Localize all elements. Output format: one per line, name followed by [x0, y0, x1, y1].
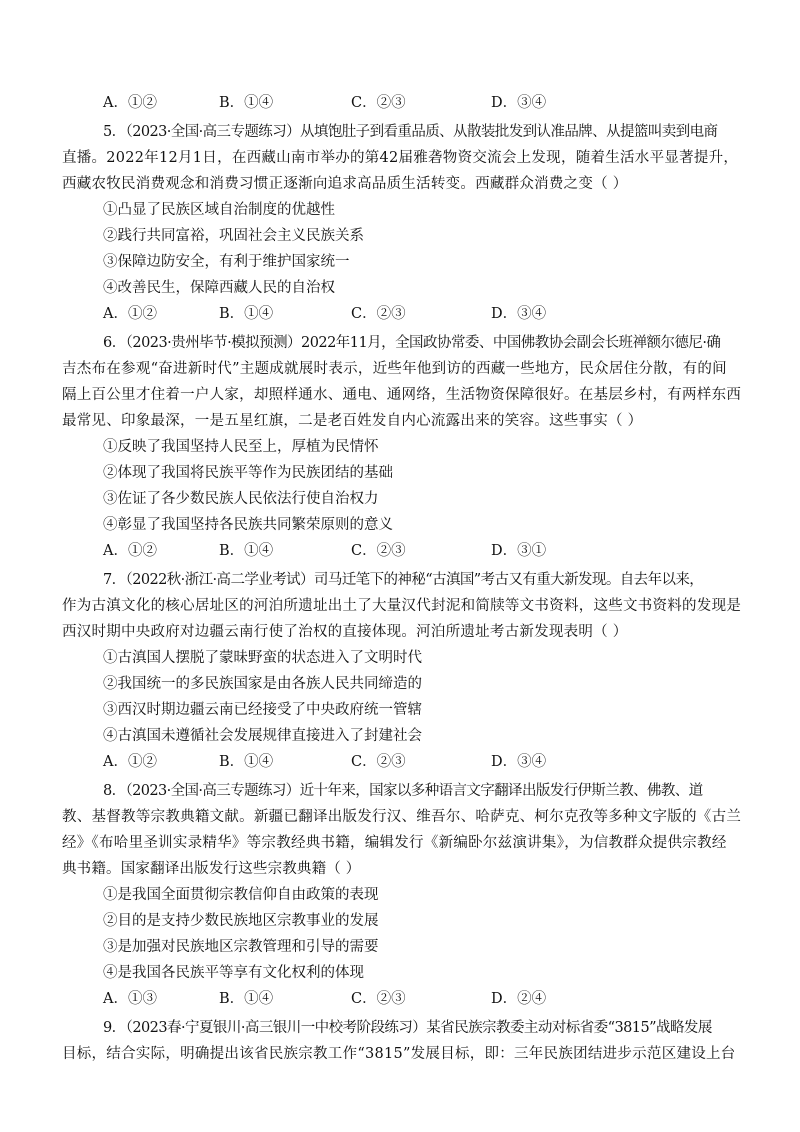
option-a[interactable]: A．①②	[103, 95, 157, 111]
option-a[interactable]: A．①③	[103, 991, 157, 1007]
statement-item: ②践行共同富裕，巩固社会主义民族关系	[103, 228, 364, 244]
question-stem-line: 8．（2023·全国·高三专题练习）近十年来，国家以多种语言文字翻译出版发行伊斯兰教、佛教、道	[103, 783, 703, 799]
option-c[interactable]: C．②③	[351, 95, 406, 111]
option-c[interactable]: C．②③	[351, 543, 406, 559]
question-stem-line: 5．（2023·全国·高三专题练习）从填饱肚子到看重品质、从散装批发到认准品牌、从提篮叫卖到电商	[103, 124, 718, 140]
question-stem-line: 直播。2022年12月1日，在西藏山南市举办的第42届雅砻物资交流会上发现，随着生活水平显著提升，	[62, 150, 739, 166]
option-d[interactable]: D．③④	[491, 306, 547, 322]
question-stem-line: 典书籍。国家翻译出版发行这些宗教典籍（ ）	[62, 861, 361, 877]
option-a[interactable]: A．①②	[103, 306, 157, 322]
statement-item: ①是我国全面贯彻宗教信仰自由政策的表现	[103, 887, 379, 903]
statement-item: ②我国统一的多民族国家是由各族人民共同缔造的	[103, 676, 422, 692]
question-stem-line: 9．（2023春·宁夏银川·高三银川一中校考阶段练习）某省民族宗教委主动对标省委“3815”战略发展	[103, 1020, 712, 1036]
option-b[interactable]: B．①④	[219, 991, 274, 1007]
option-d[interactable]: D．③④	[491, 95, 547, 111]
question-stem-line: 隔上百公里才住着一户人家，却照样通水、通电、通网络，生活物资保障很好。在基层乡村，有两样东西	[62, 387, 742, 403]
question-stem-line: 作为古滇文化的核心居址区的河泊所遗址出土了大量汉代封泥和简牍等文书资料，这些文书资料的发现是	[62, 598, 742, 614]
question-stem-line: 7．（2022秋·浙江·高二学业考试）司马迁笔下的神秘“古滇国”考古又有重大新发现。自去年以来，	[103, 572, 704, 588]
question-stem-line: 经》《布哈里圣训实录精华》等宗教经典书籍，编辑发行《新编卧尔兹演讲集》，为信教群众提供宗教经	[62, 835, 727, 851]
option-d[interactable]: D．③①	[491, 543, 547, 559]
statement-item: ②目的是支持少数民族地区宗教事业的发展	[103, 913, 379, 929]
question-stem-line: 西汉时期中央政府对边疆云南行使了治权的直接体现。河泊所遗址考古新发现表明（ ）	[62, 624, 628, 640]
statement-item: ③是加强对民族地区宗教管理和引导的需要	[103, 939, 379, 955]
statement-item: ①反映了我国坚持人民至上，厚植为民情怀	[103, 439, 379, 455]
option-b[interactable]: B．①④	[219, 306, 274, 322]
option-a[interactable]: A．①②	[103, 754, 157, 770]
question-stem-line: 西藏农牧民消费观念和消费习惯正逐渐向追求高品质生活转变。西藏群众消费之变（ ）	[62, 176, 628, 192]
statement-item: ④是我国各民族平等享有文化权利的体现	[103, 965, 364, 981]
option-b[interactable]: B．①④	[219, 754, 274, 770]
option-c[interactable]: C．②③	[351, 754, 406, 770]
question-stem-line: 最常见、印象最深，一是五星红旗，二是老百姓发自内心流露出来的笑容。这些事实（ ）	[62, 413, 643, 429]
question-stem-line: 6．（2023·贵州毕节·模拟预测）2022年11月，全国政协常委、中国佛教协会副会长班禅额尔德尼·确	[103, 335, 721, 351]
statement-item: ②体现了我国将民族平等作为民族团结的基础	[103, 465, 393, 481]
option-c[interactable]: C．②③	[351, 306, 406, 322]
question-stem-line: 教、基督教等宗教典籍文献。新疆已翻译出版发行汉、维吾尔、哈萨克、柯尔克孜等多种文字版的《古兰	[62, 809, 742, 825]
statement-item: ①古滇国人摆脱了蒙昧野蛮的状态进入了文明时代	[103, 650, 422, 666]
statement-item: ④古滇国未遵循社会发展规律直接进入了封建社会	[103, 728, 422, 744]
option-d[interactable]: D．②④	[491, 991, 547, 1007]
question-stem-line: 吉杰布在参观“奋进新时代”主题成就展时表示，近些年他到访的西藏一些地方，民众居住分散，有的间	[62, 361, 727, 377]
statement-item: ③保障边防安全，有利于维护国家统一	[103, 254, 350, 270]
option-b[interactable]: B．①④	[219, 543, 274, 559]
statement-item: ③佐证了各少数民族人民依法行使自治权力	[103, 491, 379, 507]
statement-item: ①凸显了民族区域自治制度的优越性	[103, 202, 335, 218]
statement-item: ④改善民生，保障西藏人民的自治权	[103, 280, 335, 296]
question-stem-line: 目标，结合实际，明确提出该省民族宗教工作“3815”发展目标，即：三年民族团结进步示范区建设上台	[62, 1046, 736, 1062]
statement-item: ③西汉时期边疆云南已经接受了中央政府统一管辖	[103, 702, 422, 718]
option-a[interactable]: A．①②	[103, 543, 157, 559]
option-d[interactable]: D．③④	[491, 754, 547, 770]
option-b[interactable]: B．①④	[219, 95, 274, 111]
option-c[interactable]: C．②③	[351, 991, 406, 1007]
statement-item: ④彰显了我国坚持各民族共同繁荣原则的意义	[103, 517, 393, 533]
